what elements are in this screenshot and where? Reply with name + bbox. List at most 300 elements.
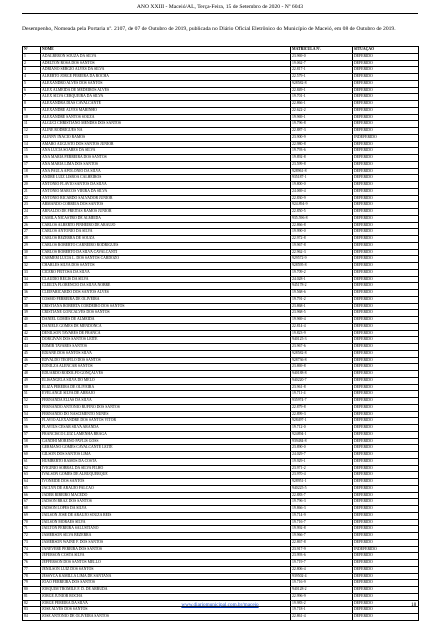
cell-registration: 22.861-4 — [291, 614, 353, 621]
cell-number: 51 — [23, 391, 41, 398]
cell-registration: 940220-7 — [291, 377, 353, 384]
table-row — [23, 296, 419, 303]
table-row — [23, 479, 419, 486]
cell-name: EDVALDO TEOFILO DOS SANTOS — [41, 357, 291, 364]
cell-status: DEFERIDO — [353, 60, 419, 67]
cell-status: DEFERIDO — [353, 438, 419, 445]
cell-number: 10 — [23, 114, 41, 121]
cell-number: 16 — [23, 155, 41, 162]
cell-name: JADSON LOPES DA SILVA — [41, 506, 291, 513]
table-row — [23, 134, 419, 141]
table-row — [23, 276, 419, 283]
cell-name: DANIEL GOMES DE ALMEIDA — [41, 317, 291, 324]
cell-number: 4 — [23, 74, 41, 81]
cell-number: 73 — [23, 539, 41, 546]
cell-status: DEFERIDO — [353, 263, 419, 270]
cell-name: JAILSON MORAES SILVA — [41, 519, 291, 526]
cell-status: DEFERIDO — [353, 614, 419, 621]
table-row — [23, 209, 419, 216]
cell-status: DEFERIDO — [353, 553, 419, 560]
cell-status: DEFERIDO — [353, 371, 419, 378]
footer-website-link[interactable]: www.diariomunicipal.com.br/maceio — [181, 602, 259, 608]
cell-registration: 945178-2 — [291, 283, 353, 290]
cell-number: 22 — [23, 195, 41, 202]
cell-name: JESSYCA KAMILLA LIMA DE SANTANA — [41, 573, 291, 580]
cell-status: DEFERIDO — [353, 580, 419, 587]
cell-name: FERNANDA ELIAS DA SILVA — [41, 398, 291, 405]
cell-name: JAMERSON SILVA BEZERRA — [41, 533, 291, 540]
cell-number: 24 — [23, 209, 41, 216]
table-row — [23, 215, 419, 222]
table-row — [23, 175, 419, 182]
cell-registration: 19.714-9 — [291, 512, 353, 519]
cell-registration: 19.823-9 — [291, 330, 353, 337]
cell-number: 33 — [23, 269, 41, 276]
cell-registration: 23.961-8 — [291, 384, 353, 391]
cell-registration: 928582-8 — [291, 350, 353, 357]
table-header-row — [23, 47, 419, 54]
table-row — [23, 357, 419, 364]
table-row — [23, 249, 419, 256]
table-row — [23, 519, 419, 526]
cell-status: DEFERIDO — [353, 492, 419, 499]
cell-number: 50 — [23, 384, 41, 391]
cell-status: DEFERIDO — [353, 600, 419, 607]
table-row — [23, 533, 419, 540]
cell-name: ELISANGELA SILVA DO MELO — [41, 377, 291, 384]
table-row — [23, 566, 419, 573]
cell-registration: 19.716-7 — [291, 519, 353, 526]
cell-registration: 22.899-3 — [291, 411, 353, 418]
cell-name: CICERO FEITOSA DA SILVA — [41, 269, 291, 276]
cell-status: DEFERIDO — [353, 512, 419, 519]
cell-number: 37 — [23, 296, 41, 303]
cell-number: 67 — [23, 499, 41, 506]
cell-registration: 23.967-6 — [291, 344, 353, 351]
cell-status: DEFERIDO — [353, 607, 419, 614]
cell-number: 80 — [23, 587, 41, 594]
table-row — [23, 155, 419, 162]
cell-status: DEFERIDO — [353, 215, 419, 222]
cell-status: DEFERIDO — [353, 67, 419, 74]
table-row — [23, 431, 419, 438]
cell-registration: 19.793-6 — [291, 148, 353, 155]
cell-number: 39 — [23, 310, 41, 317]
cell-number: 74 — [23, 546, 41, 553]
cell-number: 65 — [23, 485, 41, 492]
header-status: SITUAÇÃO — [353, 47, 419, 54]
cell-number: 23 — [23, 202, 41, 209]
cell-number: 59 — [23, 445, 41, 452]
cell-number: 6 — [23, 87, 41, 94]
cell-number: 26 — [23, 222, 41, 229]
cell-status: DEFERIDO — [353, 411, 419, 418]
cell-name: ADELTON ROSA DOS SANTOS — [41, 60, 291, 67]
table-row — [23, 269, 419, 276]
cell-number: 79 — [23, 580, 41, 587]
cell-status: DEFERIDO — [353, 276, 419, 283]
cell-number: 46 — [23, 357, 41, 364]
table-row — [23, 290, 419, 297]
table-row — [23, 560, 419, 567]
cell-status: DEFERIDO — [353, 229, 419, 236]
cell-registration: 940188-8 — [291, 371, 353, 378]
cell-registration: 23.900-9 — [291, 134, 353, 141]
cell-registration: 22.830-9 — [291, 195, 353, 202]
cell-name: JORGE JUNIOR ROCHA — [41, 593, 291, 600]
cell-registration: 935187-1 — [291, 175, 353, 182]
cell-registration: 940128-2 — [291, 587, 353, 594]
table-row — [23, 94, 419, 101]
cell-name: EDNILZA ALENCAR SANTOS — [41, 364, 291, 371]
cell-registration: 22.849-1 — [291, 87, 353, 94]
cell-number: 15 — [23, 148, 41, 155]
cell-name: ANA PAULA APOLONIO DA SILVA — [41, 168, 291, 175]
cell-number: 19 — [23, 175, 41, 182]
table-row — [23, 492, 419, 499]
cell-registration: 19.929-1 — [291, 458, 353, 465]
cell-status: DEFERIDO — [353, 148, 419, 155]
cell-name: ALBERTO JORGE PEREIRA DA ROCHA — [41, 74, 291, 81]
cell-status: DEFERIDO — [353, 87, 419, 94]
table-row — [23, 195, 419, 202]
cell-name: CAMILA NICASTRO DE ALMEIDA — [41, 215, 291, 222]
cell-number: 28 — [23, 236, 41, 243]
cell-number: 52 — [23, 398, 41, 405]
table-row — [23, 74, 419, 81]
cell-registration: 22.883-7 — [291, 492, 353, 499]
cell-number: 62 — [23, 465, 41, 472]
cell-name: CHARLES SILVA DOS SANTOS — [41, 263, 291, 270]
cell-status: DEFERIDO — [353, 168, 419, 175]
cell-number: 8 — [23, 101, 41, 108]
cell-status: DEFERIDO — [353, 101, 419, 108]
cell-number: 76 — [23, 560, 41, 567]
cell-registration: 19.969-4 — [291, 317, 353, 324]
table-row — [23, 512, 419, 519]
cell-registration: 19.969-1 — [291, 114, 353, 121]
cell-name: ANDRE LUIZ LISBOA CALHEIROS — [41, 175, 291, 182]
cell-number: 5 — [23, 80, 41, 87]
cell-number: 34 — [23, 276, 41, 283]
cell-name: CARMEM LUCIA L. DOS SANTOS CARDOZO — [41, 256, 291, 263]
cell-registration: 23.969-0 — [291, 53, 353, 60]
cell-number: 11 — [23, 121, 41, 128]
cell-name: DENILSON TAVARES DE FRANCA — [41, 330, 291, 337]
cell-registration: 23.971-2 — [291, 465, 353, 472]
cell-status: DEFERIDO — [353, 269, 419, 276]
cell-number: 36 — [23, 290, 41, 297]
cell-number: 43 — [23, 337, 41, 344]
cell-registration: 19.800-0 — [291, 182, 353, 189]
cell-status: DEFERIDO — [353, 384, 419, 391]
cell-status: DEFERIDO — [353, 398, 419, 405]
intro-paragraph: Desempenho, Nomeada pela Portaria nº. 2107, de 07 de Outubro de 2019, publicada no Diário Oficial Eletrônico do Município de Maceió, em 08 de Outubro de 2019. — [22, 26, 396, 32]
results-table — [22, 46, 419, 621]
cell-registration: 19.967-8 — [291, 242, 353, 249]
table-row — [23, 229, 419, 236]
cell-name: JOSE ANTONIO DE OLIVEIRA SANTOS — [41, 614, 291, 621]
cell-registration: 19.992-8 — [291, 526, 353, 533]
header-rule — [22, 13, 418, 14]
table-row — [23, 344, 419, 351]
cell-name: CRISTIANA ROBERTA CORDEIRO DOS SANTOS — [41, 303, 291, 310]
cell-status: DEFERIDO — [353, 350, 419, 357]
cell-status: DEFERIDO — [353, 53, 419, 60]
cell-status: DEFERIDO — [353, 317, 419, 324]
table-row — [23, 317, 419, 324]
cell-number: 78 — [23, 573, 41, 580]
cell-status: DEFERIDO — [353, 593, 419, 600]
cell-status: DEFERIDO — [353, 404, 419, 411]
cell-status: DEFERIDO — [353, 431, 419, 438]
cell-registration: 22.850-5 — [291, 209, 353, 216]
cell-status: DEFERIDO — [353, 80, 419, 87]
table-row — [23, 499, 419, 506]
table-row — [23, 472, 419, 479]
cell-name: FRANCISCO LUIZ LAMENHA BRAGA — [41, 431, 291, 438]
cell-status: DEFERIDO — [353, 202, 419, 209]
cell-registration: 939484-8 — [291, 438, 353, 445]
cell-name: JOSE ALVES DOS SANTOS — [41, 607, 291, 614]
cell-status: DEFERIDO — [353, 425, 419, 432]
cell-registration: 928961-8 — [291, 168, 353, 175]
cell-status: DEFERIDO — [353, 458, 419, 465]
cell-number: 38 — [23, 303, 41, 310]
cell-number: 1 — [23, 53, 41, 60]
cell-status: DEFERIDO — [353, 222, 419, 229]
cell-registration: 935974-7 — [291, 398, 353, 405]
cell-status: DEFERIDO — [353, 283, 419, 290]
cell-number: 56 — [23, 425, 41, 432]
cell-status: DEFERIDO — [353, 141, 419, 148]
table-row — [23, 168, 419, 175]
cell-number: 9 — [23, 107, 41, 114]
cell-number: 13 — [23, 134, 41, 141]
cell-registration: 19.892-8 — [291, 155, 353, 162]
cell-name: ANA LUCIA SOARES DA SILVA — [41, 148, 291, 155]
cell-status: DEFERIDO — [353, 107, 419, 114]
table-row — [23, 384, 419, 391]
cell-number: 27 — [23, 229, 41, 236]
cell-status: DEFERIDO — [353, 296, 419, 303]
cell-registration: 22.972-8 — [291, 236, 353, 243]
cell-status: DEFERIDO — [353, 391, 419, 398]
cell-status: DEFERIDO — [353, 472, 419, 479]
cell-name: JANEVERE PEREIRA DOS SANTOS — [41, 546, 291, 553]
cell-name: CARLOS BEZERRA DE SOUZA — [41, 236, 291, 243]
cell-registration: 23.993-6 — [291, 553, 353, 560]
cell-name: EDUARDO RODOLFO GONÇALVES — [41, 371, 291, 378]
table-row — [23, 587, 419, 594]
cell-number: 48 — [23, 371, 41, 378]
cell-number: 57 — [23, 431, 41, 438]
cell-number: 14 — [23, 141, 41, 148]
cell-name: CARLOS ALBERTO PINHEIRO DE ARAUJO — [41, 222, 291, 229]
cell-registration: 19.990-0 — [291, 229, 353, 236]
cell-number: 69 — [23, 512, 41, 519]
cell-registration: 928736-8 — [291, 357, 353, 364]
table-row — [23, 222, 419, 229]
cell-name: FERNANDO ANTONIO RUFINO DOS SANTOS — [41, 404, 291, 411]
cell-number: 18 — [23, 168, 41, 175]
cell-name: IVALSON GOMES DE ALBUQUERQUE — [41, 472, 291, 479]
table-row — [23, 107, 419, 114]
cell-registration: 23.868-1 — [291, 303, 353, 310]
cell-name: CLEILTA FLORENCIO DA SILVA NOBRE — [41, 283, 291, 290]
cell-registration: 939502-4 — [291, 573, 353, 580]
cell-status: DEFERIDO — [353, 256, 419, 263]
cell-number: 58 — [23, 438, 41, 445]
cell-number: 81 — [23, 593, 41, 600]
cell-name: JAILSON JOSE DE ARAUJO SOUZA REIS — [41, 512, 291, 519]
table-row — [23, 425, 419, 432]
cell-status: DEFERIDO — [353, 587, 419, 594]
cell-number: 40 — [23, 317, 41, 324]
cell-registration: 22.622-2 — [291, 107, 353, 114]
cell-number: 17 — [23, 161, 41, 168]
cell-status: DEFERIDO — [353, 560, 419, 567]
cell-name: JADSON BRAZ DOS SANTOS — [41, 499, 291, 506]
cell-registration: 928582-8 — [291, 80, 353, 87]
cell-status: DEFERIDO — [353, 573, 419, 580]
cell-registration: 19.719-7 — [291, 560, 353, 567]
cell-registration: 19.791-2 — [291, 296, 353, 303]
cell-number: 63 — [23, 472, 41, 479]
cell-name: FLAVIUS CESAR SILVA ARANDA — [41, 425, 291, 432]
cell-registration: 928595-8 — [291, 263, 353, 270]
cell-registration: 23.970-4 — [291, 472, 353, 479]
table-row — [23, 310, 419, 317]
cell-status: DEFERIDO — [353, 506, 419, 513]
cell-number: 25 — [23, 215, 41, 222]
cell-number: 71 — [23, 526, 41, 533]
cell-status: DEFERIDO — [353, 526, 419, 533]
cell-status: DEFERIDO — [353, 249, 419, 256]
cell-name: ELIZA PEREIRA DE OLIVEIRA — [41, 384, 291, 391]
cell-registration: 23.917-9 — [291, 546, 353, 553]
table-row — [23, 188, 419, 195]
cell-name: ALEXANDRE ALVES MARINHO — [41, 107, 291, 114]
table-row — [23, 580, 419, 587]
table-row — [23, 80, 419, 87]
cell-name: IVIGINIO SOBRAL DA SILVA FILHO — [41, 465, 291, 472]
cell-registration: 928951-1 — [291, 479, 353, 486]
cell-registration: 19.866-3 — [291, 506, 353, 513]
cell-registration: 19.716-9 — [291, 580, 353, 587]
cell-name: JEFFERSON DOS SANTOS MELLO — [41, 560, 291, 567]
cell-status: DEFERIDO — [353, 161, 419, 168]
cell-status: DEFERIDO — [353, 188, 419, 195]
table-row — [23, 121, 419, 128]
cell-name: CARLOS ANTONIO DA SILVA — [41, 229, 291, 236]
cell-number: 84 — [23, 614, 41, 621]
cell-status: DEFERIDO — [353, 418, 419, 425]
cell-status: DEFERIDO — [353, 303, 419, 310]
cell-registration: 928497-1 — [291, 418, 353, 425]
table-row — [23, 458, 419, 465]
cell-status: DEFERIDO — [353, 519, 419, 526]
cell-registration: 22.962-3 — [291, 249, 353, 256]
cell-name: ANA MARIA FERREIRA DOS SANTOS — [41, 155, 291, 162]
table-row — [23, 256, 419, 263]
table-row — [23, 438, 419, 445]
cell-number: 83 — [23, 607, 41, 614]
table-row — [23, 53, 419, 60]
table-row — [23, 242, 419, 249]
cell-name: ADRIANO SERGIO ALVES DA SILVA — [41, 67, 291, 74]
table-row — [23, 371, 419, 378]
cell-name: JAMERSON WAINE F. DOS SANTOS — [41, 539, 291, 546]
cell-number: 31 — [23, 256, 41, 263]
cell-name: ANTONIO FLAVIO SANTOS DA SILVA — [41, 182, 291, 189]
cell-name: JOEQUIM TROMILE F. D. DE ARRUDA — [41, 587, 291, 594]
table-row — [23, 330, 419, 337]
header-registration: MATRÍCULA Nº. — [291, 47, 353, 54]
table-row — [23, 539, 419, 546]
cell-name: JOÃO FERREIRA DOS SANTOS — [41, 580, 291, 587]
cell-number: 64 — [23, 479, 41, 486]
cell-name: CLEIFARICARDO DOS SANTOS ALVES — [41, 290, 291, 297]
table-row — [23, 128, 419, 135]
table-row — [23, 182, 419, 189]
cell-registration: 22.806-4 — [291, 566, 353, 573]
cell-number: 55 — [23, 418, 41, 425]
cell-name: JADER RIBEIRO MACEDO — [41, 492, 291, 499]
table-row — [23, 411, 419, 418]
cell-status: DEFERIDO — [353, 344, 419, 351]
cell-number: 12 — [23, 128, 41, 135]
cell-registration: 22.980-8 — [291, 141, 353, 148]
cell-registration: 19.796-3 — [291, 499, 353, 506]
cell-status: DEFERIDO — [353, 364, 419, 371]
cell-registration: 22.817-1 — [291, 67, 353, 74]
table-row — [23, 202, 419, 209]
table-row — [23, 364, 419, 371]
cell-name: DANIELE GOMES DE MENDONCA — [41, 323, 291, 330]
cell-number: 60 — [23, 452, 41, 459]
cell-name: ALEX SILVA CERQUEIRA DA SILVA — [41, 94, 291, 101]
table-row — [23, 418, 419, 425]
cell-number: 72 — [23, 533, 41, 540]
table-row — [23, 236, 419, 243]
cell-registration: 19.966-7 — [291, 533, 353, 540]
table-row — [23, 350, 419, 357]
cell-status: DEFERIDO — [353, 452, 419, 459]
cell-name: HUMBERTO RAMOS DA COSTA — [41, 458, 291, 465]
cell-name: ALEXANDRE SANTOS SOUZA — [41, 114, 291, 121]
table-row — [23, 593, 419, 600]
cell-status: DEFERIDO — [353, 94, 419, 101]
cell-registration: 23.869-8 — [291, 364, 353, 371]
cell-number: 61 — [23, 458, 41, 465]
table-row — [23, 148, 419, 155]
cell-status: DEFERIDO — [353, 74, 419, 81]
table-row — [23, 87, 419, 94]
cell-number: 21 — [23, 188, 41, 195]
page-number: 18 — [411, 602, 417, 608]
cell-registration: 24.029-7 — [291, 452, 353, 459]
cell-status: DEFERIDO — [353, 499, 419, 506]
cell-registration: 19.796-8 — [291, 121, 353, 128]
cell-name: DORGIVAN DOS SANTOS LEITE — [41, 337, 291, 344]
cell-name: ANA MARIA LIMA DOS SANTOS — [41, 161, 291, 168]
cell-registration: 940225-5 — [291, 485, 353, 492]
cell-name: IVONEIDE DOS SANTOS — [41, 479, 291, 486]
cell-registration: 924894-1 — [291, 431, 353, 438]
table-row — [23, 114, 419, 121]
cell-name: ALGUCI CHRISTIANO MENDES DOS SANTOS — [41, 121, 291, 128]
